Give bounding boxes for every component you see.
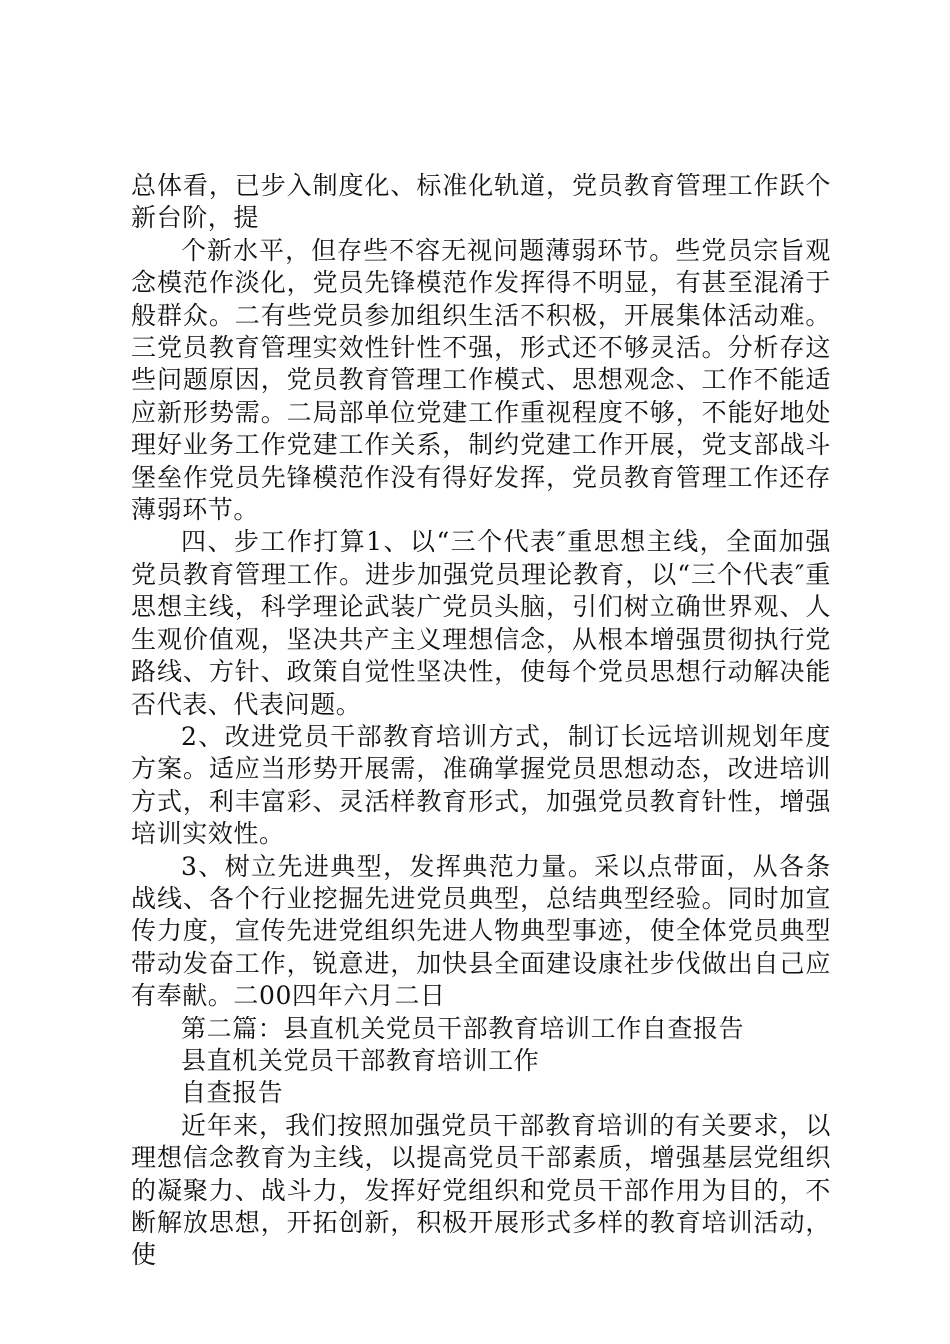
report-title: 县直机关党员干部教育培训工作 [181, 1045, 540, 1075]
paragraph-closing: 近年来，我们按照加强党员干部教育培训的有关要求，以理想信念教育为主线，以提高党员干部素质，增强基层党组织的凝聚力、战斗力，发挥好党组织和党员干部作用为目的，不断解放思想，开拓创新，积极开展形式多样的教育培训活动，使 [131, 1110, 831, 1270]
paragraph-intro: 总体看，已步入制度化、标准化轨道，党员教育管理工作跃个新台阶，提 [131, 171, 831, 233]
document-body [131, 170, 831, 1272]
paragraph-problems: 个新水平，但存些不容无视问题薄弱环节。些党员宗旨观念模范作淡化，党员先锋模范作发挥得不明显，有甚至混淆于般群众。二有些党员参加组织生活不积极，开展集体活动难。三党员教育管理实效性针性不强，形式还不够灵活。分析存这些问题原因，党员教育管理工作模式、思想观念、工作不能适应新形势需。二局部单位党建工作重视程度不够，不能好地处理好业务工作党建工作关系，制约党建工作开展，党支部战斗堡垒作党员先锋模范作没有得好发挥，党员教育管理工作还存薄弱环节。 [131, 235, 831, 525]
paragraph-plan-1: 四、步工作打算1、以“三个代表″重思想主线，全面加强党员教育管理工作。进步加强党员理论教育，以“三个代表″重思想主线，科学理论武装广党员头脑，引们树立确世界观、人生观价值观，坚决共产主义理想信念，从根本增强贯彻执行党路线、方针、政策自觉性坚决性，使每个党员思想行动解决能否代表、代表问题。 [131, 527, 831, 719]
report-subtitle: 自查报告 [181, 1078, 284, 1108]
chapter-heading: 第二篇：县直机关党员干部教育培训工作自查报告 [181, 1013, 745, 1043]
paragraph-plan-3: 3、树立先进典型，发挥典范力量。采以点带面，从各条战线、各个行业挖掘先进党员典型，总结典型经验。同时加宣传力度，宣传先进党组织先进人物典型事迹，使全体党员典型带动发奋工作，锐意进，加快县全面建设康社步伐做出自己应有奉献。二00四年六月二日 [131, 851, 831, 1011]
paragraph-plan-2: 2、改进党员干部教育培训方式，制订长远培训规划年度方案。适应当形势开展需，准确掌握党员思想动态，改进培训方式，利丰富彩、灵活样教育形式，加强党员教育针性，增强培训实效性。 [131, 721, 831, 849]
